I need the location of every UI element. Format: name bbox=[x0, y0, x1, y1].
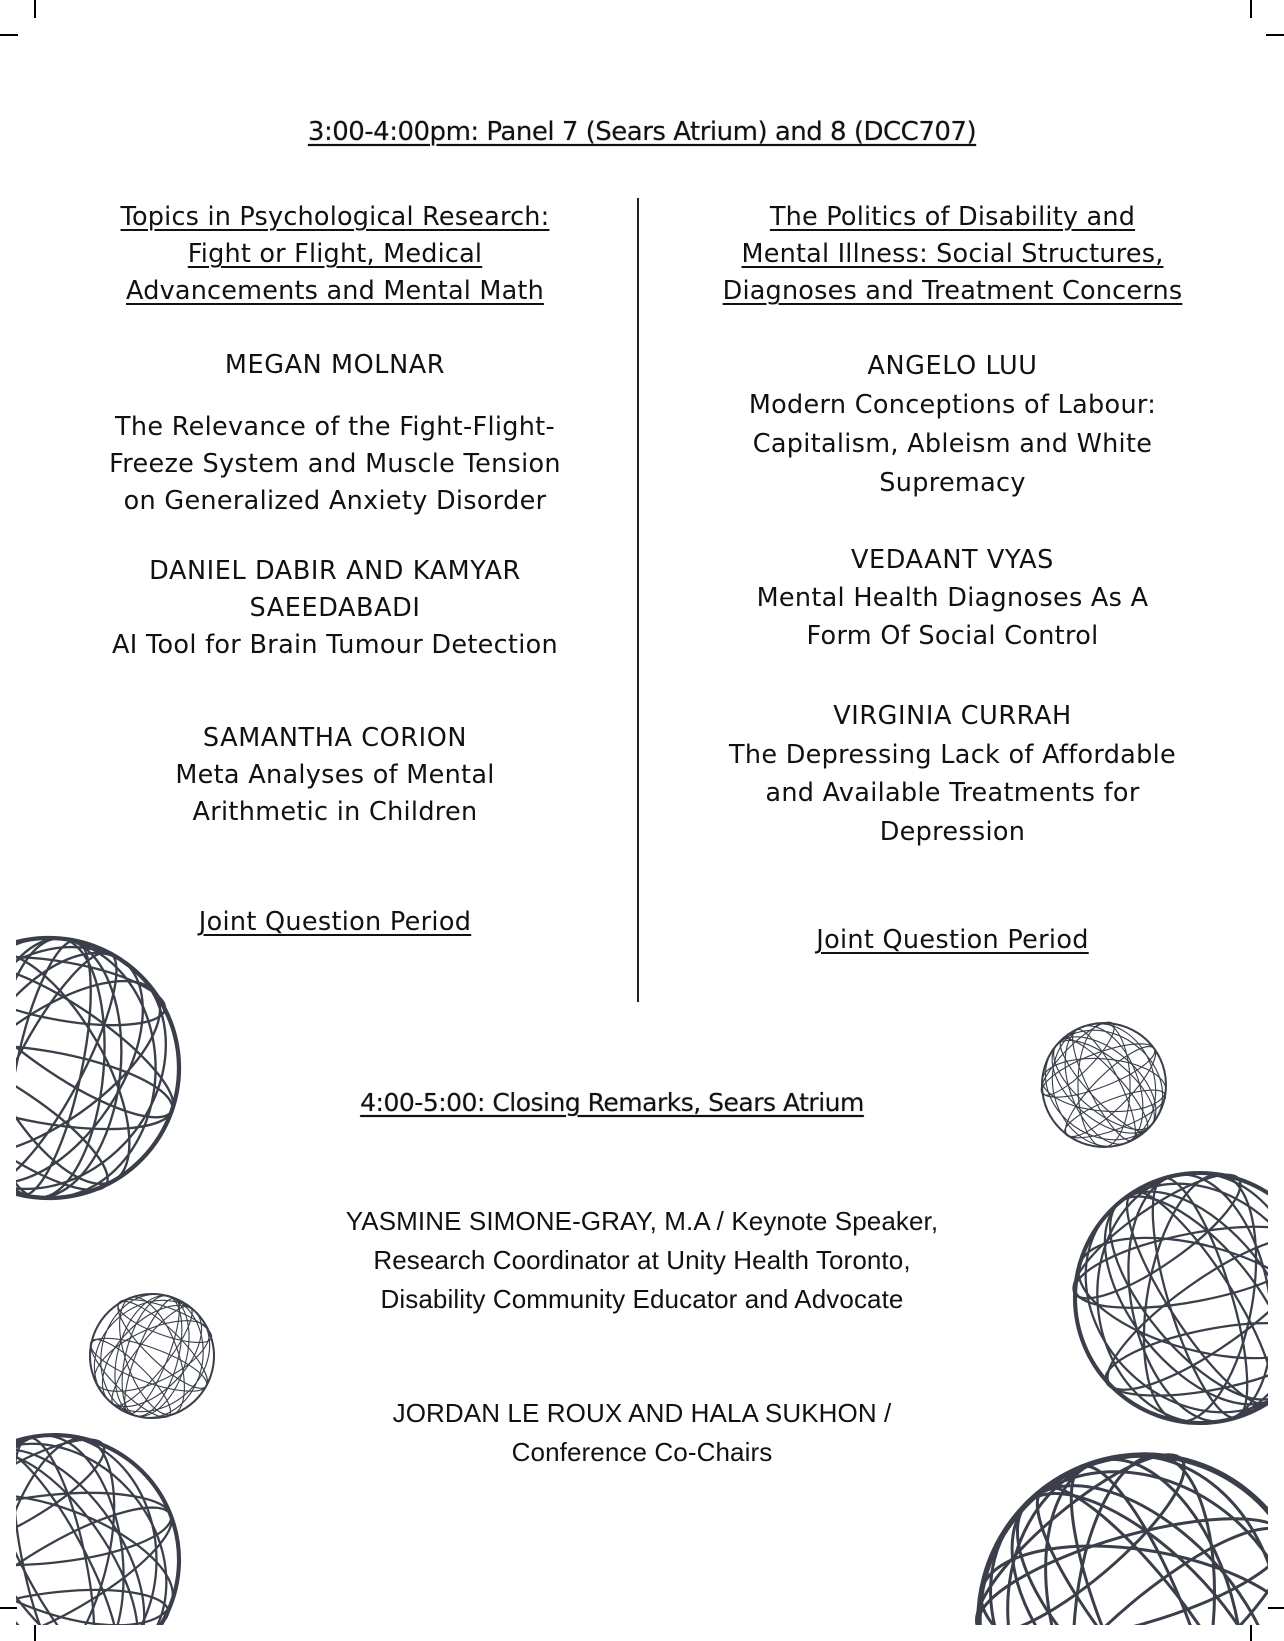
panel-title-line: Diagnoses and Treatment Concerns bbox=[722, 276, 1183, 306]
presenter-name-line: SAMANTHA CORION bbox=[202, 723, 468, 753]
presenter-name bbox=[60, 553, 610, 627]
presentation-title bbox=[60, 409, 610, 520]
presenter-name-line: DANIEL DABIR AND KAMYAR bbox=[149, 556, 521, 586]
presenter-name-line: MEGAN MOLNAR bbox=[224, 350, 446, 380]
globe-meridian bbox=[1035, 1019, 1173, 1152]
panel-title-line: Advancements and Mental Math bbox=[126, 276, 544, 306]
column-divider bbox=[637, 198, 639, 1002]
keynote-line: Research Coordinator at Unity Health Toronto, bbox=[373, 1245, 911, 1275]
presenter-name bbox=[60, 720, 610, 757]
presentation-title-line: AI Tool for Brain Tumour Detection bbox=[112, 630, 558, 660]
presentation-title-line: The Relevance of the Fight-Flight- bbox=[115, 412, 555, 442]
panel-8-question-period: Joint Question Period bbox=[816, 925, 1089, 955]
presentation-title-line: on Generalized Anxiety Disorder bbox=[123, 486, 547, 516]
globe-parallel bbox=[16, 944, 170, 1037]
presentation-title-line: Arithmetic in Children bbox=[192, 797, 478, 827]
presenter-name: ANGELO LUU bbox=[867, 351, 1038, 381]
globe-parallel bbox=[85, 1328, 212, 1402]
globe-great-circle bbox=[1078, 1023, 1130, 1147]
globe-great-circle bbox=[16, 934, 115, 1203]
presentation-title-line: Mental Health Diagnoses As A bbox=[756, 583, 1149, 613]
presentation-block bbox=[665, 697, 1240, 851]
co-chairs-line: JORDAN LE ROUX AND HALA SUKHON / bbox=[392, 1398, 892, 1428]
panel-7-title bbox=[60, 199, 610, 310]
presenter-name-line: SAEEDABADI bbox=[249, 593, 421, 623]
globe-parallel bbox=[1055, 1036, 1166, 1147]
presentation-title bbox=[60, 757, 610, 831]
presentation-title-line: Meta Analyses of Mental bbox=[175, 760, 495, 790]
presentation-title-line: Depression bbox=[879, 816, 1026, 847]
globe-wireframe bbox=[976, 1452, 1268, 1625]
presentation-title-line: Freeze System and Muscle Tension bbox=[109, 449, 561, 479]
presentation-block bbox=[665, 541, 1240, 655]
keynote-speaker bbox=[0, 1202, 1284, 1319]
conference-co-chairs bbox=[0, 1394, 1284, 1472]
panel-title-line: The Politics of Disability and bbox=[769, 202, 1136, 232]
crop-mark-top-right-h bbox=[1266, 34, 1284, 36]
presentation-title-line: Supremacy bbox=[879, 468, 1026, 498]
panel-title-line: Fight or Flight, Medical bbox=[187, 239, 483, 269]
presenter-name bbox=[60, 347, 610, 384]
globe-meridian bbox=[1039, 1012, 1169, 1158]
session-heading-3pm: 3:00-4:00pm: Panel 7 (Sears Atrium) and 8 (DCC707) bbox=[307, 117, 977, 147]
globe-icon bbox=[16, 935, 182, 1201]
keynote-line: YASMINE SIMONE-GRAY, M.A / Keynote Speaker, bbox=[345, 1206, 939, 1236]
panel-7-question-period: Joint Question Period bbox=[198, 907, 472, 937]
globe-wireframe bbox=[16, 935, 182, 1201]
panel-title-line: Mental Illness: Social Structures, bbox=[741, 239, 1164, 269]
presentation-block bbox=[665, 347, 1240, 503]
co-chairs-line: Conference Co-Chairs bbox=[511, 1437, 773, 1467]
presenter-name: VEDAANT VYAS bbox=[851, 545, 1054, 575]
globe-wireframe bbox=[1039, 1020, 1169, 1150]
presentation-title-line: and Available Treatments for bbox=[765, 778, 1140, 808]
panel-7-column bbox=[60, 199, 610, 310]
crop-mark-bottom-right-v bbox=[1250, 1625, 1252, 1641]
presenter-name: VIRGINIA CURRAH bbox=[833, 701, 1072, 731]
globe-icon bbox=[976, 1452, 1268, 1625]
crop-mark-bottom-right-h bbox=[1268, 1607, 1284, 1609]
crop-mark-bottom-left-v bbox=[34, 1625, 36, 1641]
keynote-line: Disability Community Educator and Advocate bbox=[380, 1284, 904, 1314]
globe-icon bbox=[1039, 1020, 1169, 1150]
panel-8-title bbox=[665, 199, 1240, 310]
crop-mark-bottom-left-h bbox=[0, 1607, 17, 1609]
presentation-title-line: The Depressing Lack of Affordable bbox=[729, 739, 1176, 770]
session-heading-4pm: 4:00-5:00: Closing Remarks, Sears Atrium bbox=[360, 1088, 864, 1117]
presentation-title-line: Modern Conceptions of Labour: bbox=[748, 390, 1157, 420]
panel-title-line: Topics in Psychological Research: bbox=[120, 202, 550, 232]
presentation-title bbox=[60, 627, 610, 664]
presentation-title-line: Capitalism, Ableism and White bbox=[752, 429, 1153, 459]
presentation-title-line: Form Of Social Control bbox=[806, 621, 1099, 651]
